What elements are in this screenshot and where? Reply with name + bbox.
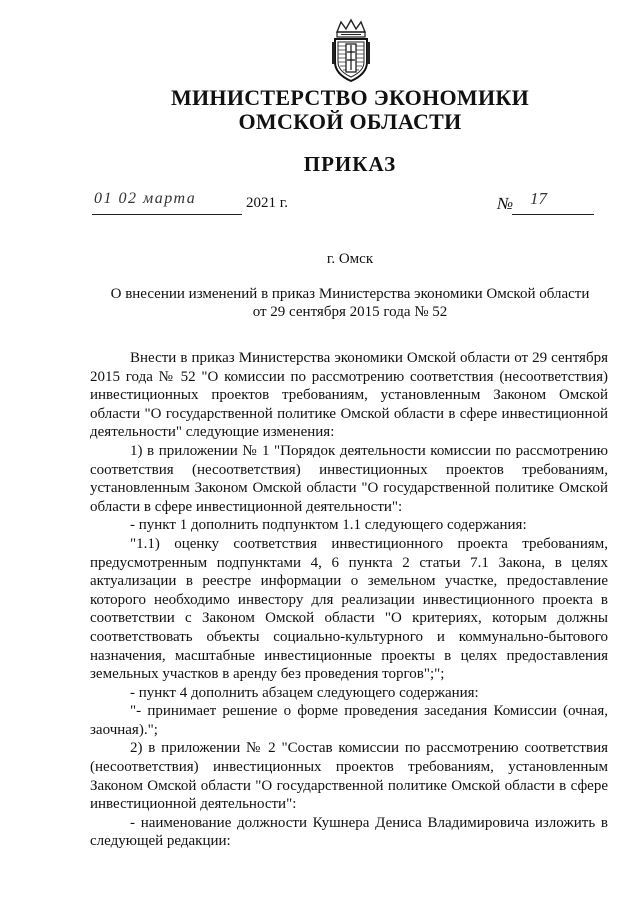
subject-line2: от 29 сентября 2015 года № 52 bbox=[252, 304, 448, 320]
omsk-coat-of-arms-icon bbox=[327, 18, 375, 84]
body-paragraph-1: Внести в приказ Министерства экономики Омской области от 29 сентября 2015 года № 52 "О комиссии по рассмотрению соответствия (несоответствия) инвестиционных проектов требованиям, установленным Законом Омской области "О государственной политике Омской области в сфере инвестиционной деятельности" следующие изменения: bbox=[90, 350, 608, 441]
body-paragraph-5: - пункт 4 дополнить абзацем следующего содержания: bbox=[130, 684, 479, 701]
body-paragraph-4: "1.1) оценку соответствия инвестиционного проекта требованиям, предусмотренным подпунктами 4, 6 пункта 2 статьи 7.1 Закона, в целях актуализации в реестре информации о земельном участке, предоставление которого необходимо инвестору для реализации инвестиционного проекта в соответствии с Законом Омской области "О критериях, которым должны соответствовать объекты социально-культурного и коммунально-бытового назначения, масштабные инвестиционные проекты в целях предоставления земельных участков в аренду без проведения торгов";"; bbox=[90, 535, 608, 683]
order-subject bbox=[100, 285, 600, 321]
number-underline bbox=[512, 192, 594, 215]
handwritten-number: 17 bbox=[530, 189, 547, 208]
body-paragraph-8: - наименование должности Кушнера Дениса Владимировича изложить в следующей редакции: bbox=[90, 814, 608, 850]
order-body bbox=[90, 349, 608, 851]
ministry-name-line2: ОМСКОЙ ОБЛАСТИ bbox=[238, 109, 462, 134]
year-text: 2021 г. bbox=[246, 195, 288, 211]
body-paragraph-2: 1) в приложении № 1 "Порядок деятельности комиссии по рассмотрению соответствия (несоответствия) инвестиционных проектов требованиям, установленным Законом Омской области "О государственной политике Омской области в сфере инвестиционной деятельности": bbox=[90, 442, 608, 515]
ministry-name-line1: МИНИСТЕРСТВО ЭКОНОМИКИ bbox=[170, 85, 530, 110]
body-paragraph-6: "- принимает решение о форме проведения заседания Комиссии (очная, заочная)."; bbox=[90, 703, 608, 738]
body-paragraph-7: 2) в приложении № 2 "Состав комиссии по рассмотрению соответствия (несоответствия) инвестиционных проектов требованиям, установленным Законом Омской области "О государственной политике Омской области в сфере инвестиционной деятельности": bbox=[90, 740, 608, 813]
handwritten-date: 01 02 марта bbox=[94, 190, 197, 207]
subject-line1: О внесении изменений в приказ Министерства экономики Омской области bbox=[110, 286, 590, 302]
city-name: г. Омск bbox=[326, 251, 374, 267]
number-label: № bbox=[497, 194, 514, 213]
body-paragraph-3: - пункт 1 дополнить подпунктом 1.1 следующего содержания: bbox=[130, 517, 527, 534]
document-type-title: ПРИКАЗ bbox=[303, 152, 397, 176]
